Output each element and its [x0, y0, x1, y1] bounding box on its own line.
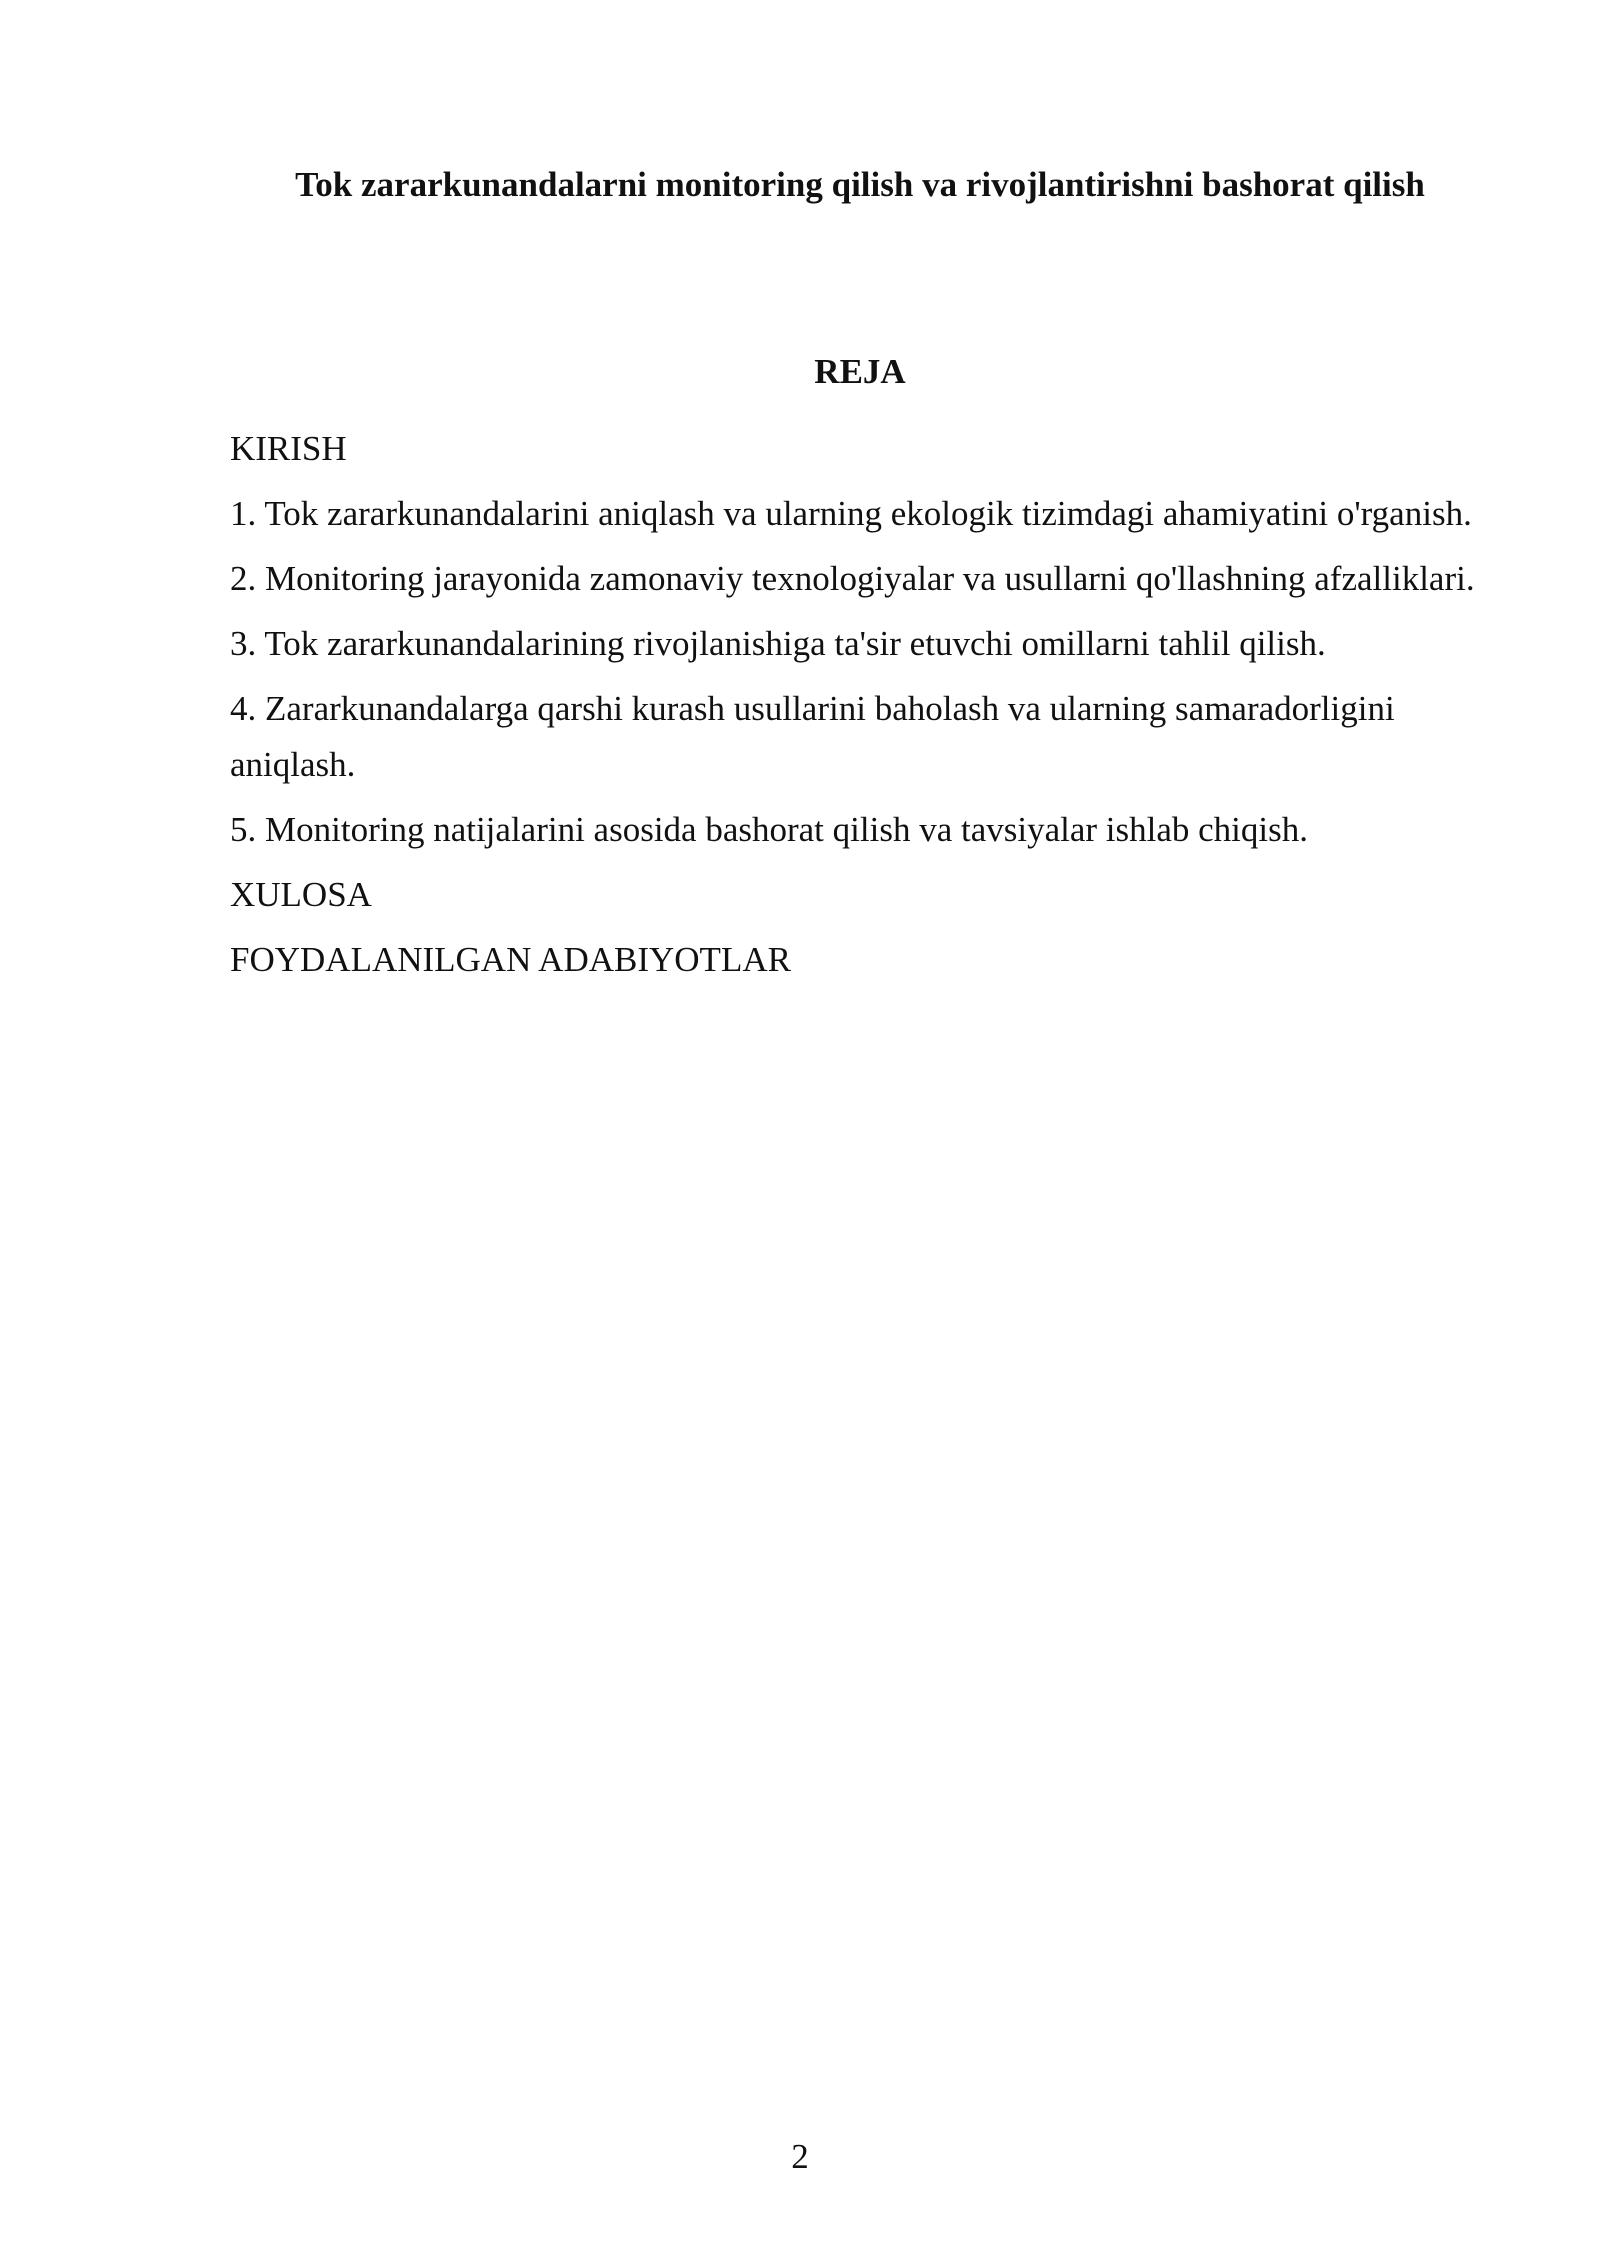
- plan-item-introduction: KIRISH: [230, 429, 347, 468]
- plan-heading: REJA: [814, 352, 906, 391]
- plan-item-conclusion: XULOSA: [230, 875, 372, 914]
- plan-item-1: 1. Tok zararkunandalarini aniqlash va ularning ekologik tizimdagi ahamiyatini o'rganish.: [230, 494, 1472, 533]
- plan-item-5: 5. Monitoring natijalarini asosida bashorat qilish va tavsiyalar ishlab chiqish.: [230, 810, 1308, 849]
- plan-list: [230, 421, 1520, 997]
- plan-item-4: 4. Zararkunandalarga qarshi kurash usullarini baholash va ularning samaradorligini aniqlash.: [230, 689, 1395, 784]
- document-title: Tok zararkunandalarni monitoring qilish va rivojlantirishni bashorat qilish: [295, 165, 1425, 204]
- page-number: 2: [791, 2137, 809, 2176]
- plan-item-3: 3. Tok zararkunandalarining rivojlanishiga ta'sir etuvchi omillarni tahlil qilish.: [230, 624, 1326, 663]
- plan-item-references: FOYDALANILGAN ADABIYOTLAR: [230, 940, 791, 979]
- plan-item-2: 2. Monitoring jarayonida zamonaviy texnologiyalar va usullarni qo'llashning afzalliklari.: [230, 559, 1475, 598]
